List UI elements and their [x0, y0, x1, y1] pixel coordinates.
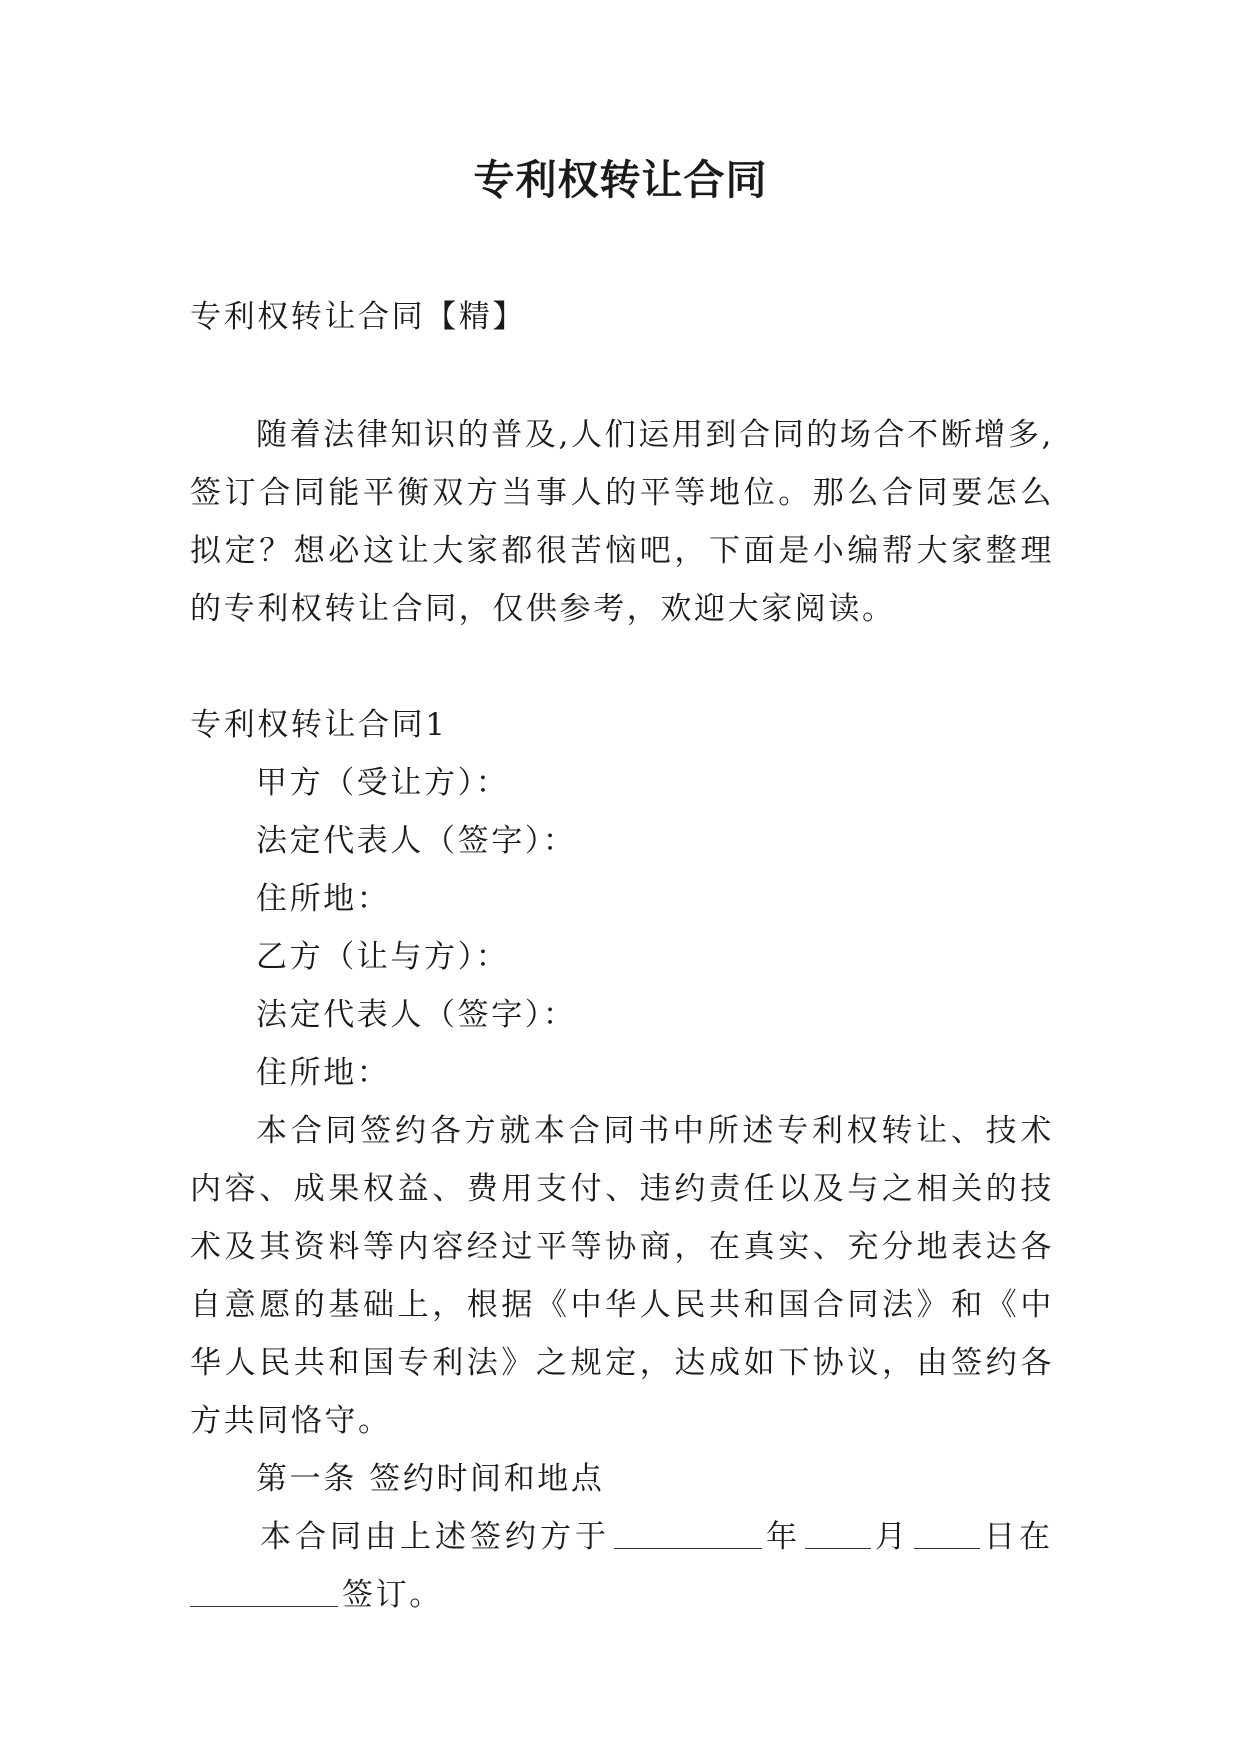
day-label: 日在: [984, 1519, 1054, 1555]
article-1-title: 第一条 签约时间和地点: [256, 1461, 605, 1497]
document-subtitle: 专利权转让合同【精】: [190, 299, 526, 335]
signing-place-line: [190, 1566, 1054, 1624]
signed-label: 签订。: [342, 1577, 443, 1613]
place-blank: [190, 1572, 338, 1607]
preamble-paragraph: 本合同签约各方就本合同书中所述专利权转让、技术内容、成果权益、费用支付、违约责任以及与之相关的技术及其资料等内容经过平等协商，在真实、充分地表达各自意愿的基础上，根据《中华人民共和国合同法》和《中华人民共和国专利法》之规定，达成如下协议，由签约各方共同恪守。: [190, 1113, 1054, 1439]
party-b-representative-line: 法定代表人（签字）：: [256, 997, 577, 1033]
month-blank: [805, 1514, 871, 1549]
year-blank: [614, 1514, 762, 1549]
intro-paragraph: 随着法律知识的普及,人们运用到合同的场合不断增多,签订合同能平衡双方当事人的平等地位。那么合同要怎么拟定？想必这让大家都很苦恼吧，下面是小编帮大家整理的专利权转让合同，仅供参考，欢迎大家阅读。: [190, 417, 1054, 627]
month-label: 月: [875, 1519, 910, 1555]
signing-date-place-line: [190, 1508, 1054, 1566]
signing-text: 本合同由上述签约方于: [260, 1519, 610, 1555]
document-title: 专利权转让合同: [473, 156, 768, 204]
party-b-address-line: 住所地：: [256, 1055, 391, 1091]
party-b-line: 乙方（让与方）：: [256, 939, 510, 975]
day-blank: [914, 1514, 980, 1549]
contract-heading: 专利权转让合同1: [190, 707, 448, 743]
contract-section: [190, 696, 1054, 1624]
year-label: 年: [766, 1519, 801, 1555]
party-a-line: 甲方（受让方）：: [256, 765, 510, 801]
party-a-address-line: 住所地：: [256, 881, 391, 917]
party-a-representative-line: 法定代表人（签字）：: [256, 823, 577, 859]
